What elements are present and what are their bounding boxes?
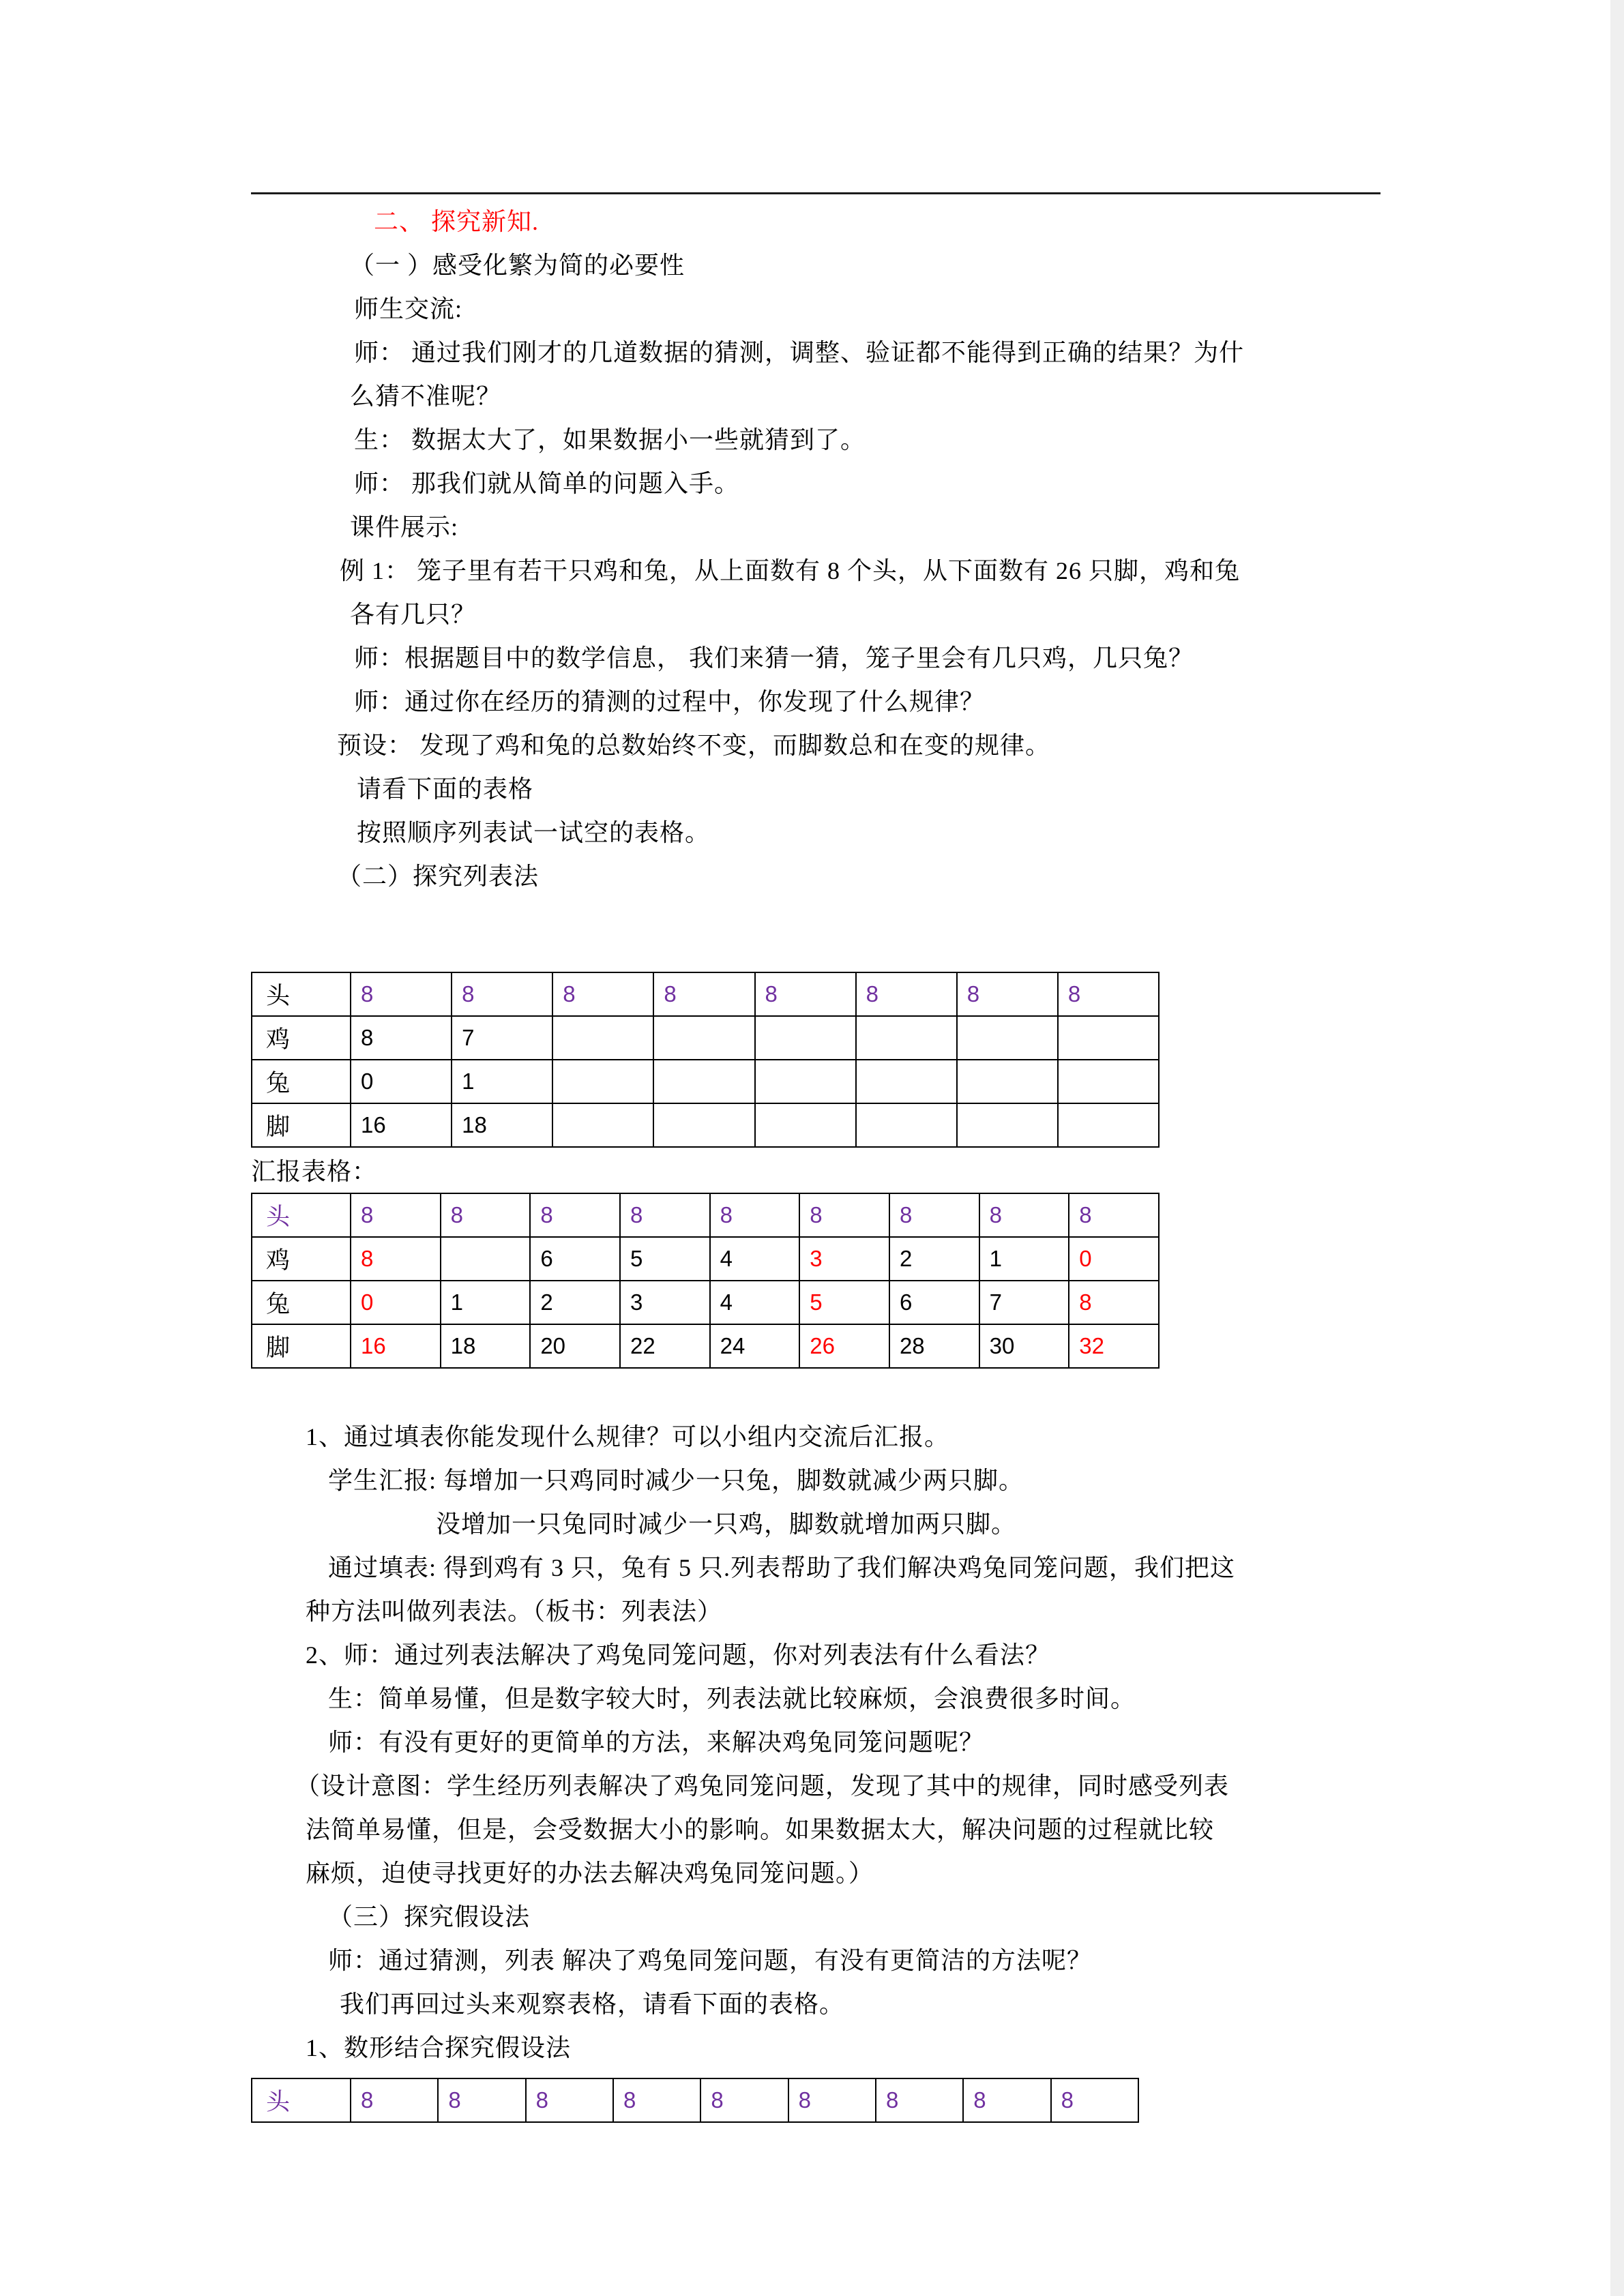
table-cell <box>957 1016 1058 1060</box>
table-row <box>252 1281 1159 1324</box>
table-cell: 6 <box>889 1281 979 1324</box>
table-cell: 22 <box>620 1324 710 1368</box>
table-cell: 8 <box>438 2078 525 2122</box>
table-cell: 8 <box>755 972 856 1016</box>
report-table <box>251 1193 1160 1369</box>
table-cell: 24 <box>710 1324 800 1368</box>
page-right-edge <box>1610 0 1624 2296</box>
lesson-dialogue-block <box>251 243 1411 898</box>
table-cell <box>552 1016 653 1060</box>
table-cell: 5 <box>799 1281 889 1324</box>
table-cell: 28 <box>889 1324 979 1368</box>
table-cell: 8 <box>876 2078 963 2122</box>
text-line: 预设： 发现了鸡和兔的总数始终不变，而脚数总和在变的规律。 <box>337 732 1051 759</box>
text-line: 请看下面的表格 <box>357 775 534 803</box>
discussion-block <box>251 1415 1411 2070</box>
table-cell: 1 <box>441 1281 531 1324</box>
text-line: 通过填表: 得到鸡有 3 只，兔有 5 只.列表帮助了我们解决鸡兔同笼问题，我们把这 <box>328 1554 1236 1581</box>
table-cell: 8 <box>613 2078 700 2122</box>
text-line: 例 1： 笼子里有若干只鸡和兔，从上面数有 8 个头，从下面数有 26 只脚，鸡和兔 <box>340 557 1241 584</box>
table-cell <box>653 1016 754 1060</box>
table-cell: 8 <box>957 972 1058 1016</box>
table-cell <box>856 1103 957 1147</box>
table-cell: 3 <box>799 1237 889 1281</box>
table-cell: 16 <box>351 1324 441 1368</box>
table-cell <box>552 1103 653 1147</box>
table-cell: 8 <box>1058 972 1159 1016</box>
section-heading: 二、 探究新知. <box>374 208 540 235</box>
table-cell <box>957 1103 1058 1147</box>
table-cell: 1 <box>452 1060 552 1103</box>
table-cell: 8 <box>620 1193 710 1237</box>
table-cell: 16 <box>351 1103 452 1147</box>
table-cell: 8 <box>653 972 754 1016</box>
table-cell: 30 <box>979 1324 1069 1368</box>
table-row <box>252 1237 1159 1281</box>
text-line: 师生交流: <box>354 295 463 323</box>
table-cell: 8 <box>889 1193 979 1237</box>
table-cell: 8 <box>1069 1193 1159 1237</box>
table-row <box>252 1103 1159 1147</box>
text-line: 师：有没有更好的更简单的方法，来解决鸡兔同笼问题呢？ <box>328 1729 985 1756</box>
table-cell <box>1058 1060 1159 1103</box>
text-line: 麻烦，迫使寻找更好的办法去解决鸡兔同笼问题。） <box>306 1860 874 1887</box>
table-cell: 8 <box>856 972 957 1016</box>
row-label: 脚 <box>252 1324 351 1368</box>
report-table-label: 汇报表格： <box>251 1158 378 1185</box>
table-cell: 8 <box>788 2078 876 2122</box>
table-cell: 18 <box>441 1324 531 1368</box>
text-line: 1、数形结合探究假设法 <box>306 2034 572 2061</box>
table-row <box>252 1016 1159 1060</box>
table-cell: 8 <box>351 1016 452 1060</box>
text-line: 学生汇报: 每增加一只鸡同时减少一只兔，脚数就减少两只脚。 <box>328 1467 1024 1494</box>
table-cell: 6 <box>530 1237 620 1281</box>
table-cell: 0 <box>351 1060 452 1103</box>
table-cell: 3 <box>620 1281 710 1324</box>
row-label: 兔 <box>252 1281 351 1324</box>
table-cell: 8 <box>530 1193 620 1237</box>
table-cell: 8 <box>351 2078 438 2122</box>
table-cell: 4 <box>710 1237 800 1281</box>
table-cell: 8 <box>979 1193 1069 1237</box>
table-cell: 8 <box>552 972 653 1016</box>
table-cell <box>441 1237 531 1281</box>
text-line: 师：通过你在经历的猜测的过程中，你发现了什么规律？ <box>354 688 986 715</box>
text-line: （三）探究假设法 <box>328 1903 531 1930</box>
table-cell: 8 <box>351 1193 441 1237</box>
table-cell: 8 <box>700 2078 788 2122</box>
table-cell: 8 <box>452 972 552 1016</box>
table-cell <box>653 1060 754 1103</box>
text-line: 生： 数据太大了，如果数据小一些就猜到了。 <box>354 426 866 453</box>
table-cell: 32 <box>1069 1324 1159 1368</box>
text-line: 师： 那我们就从简单的问题入手。 <box>354 470 740 497</box>
table-cell: 0 <box>1069 1237 1159 1281</box>
table-cell <box>755 1016 856 1060</box>
text-line: （二）探究列表法 <box>337 863 540 890</box>
row-label: 鸡 <box>252 1237 351 1281</box>
table-cell <box>653 1103 754 1147</box>
text-line: 师：通过猜测，列表 解决了鸡兔同笼问题，有没有更简洁的方法呢？ <box>328 1947 1093 1974</box>
table-cell: 8 <box>1051 2078 1138 2122</box>
table-cell: 1 <box>979 1237 1069 1281</box>
table-cell <box>552 1060 653 1103</box>
table-cell: 7 <box>979 1281 1069 1324</box>
document-content <box>251 0 1411 2123</box>
table-cell: 18 <box>452 1103 552 1147</box>
row-label: 脚 <box>252 1103 351 1147</box>
text-line: 师：根据题目中的数学信息， 我们来猜一猜，笼子里会有几只鸡，几只兔？ <box>354 644 1194 672</box>
row-label: 鸡 <box>252 1016 351 1060</box>
text-line: 各有几只？ <box>350 601 477 628</box>
table-cell: 2 <box>530 1281 620 1324</box>
text-line: 没增加一只兔同时减少一只鸡，脚数就增加两只脚。 <box>436 1510 1017 1538</box>
table-cell: 8 <box>799 1193 889 1237</box>
row-label: 头 <box>252 2078 351 2122</box>
row-label: 兔 <box>252 1060 351 1103</box>
table-cell: 20 <box>530 1324 620 1368</box>
text-line: 我们再回过头来观察表格，请看下面的表格。 <box>340 1991 845 2018</box>
row-label: 头 <box>252 972 351 1016</box>
blank-practice-table <box>251 972 1160 1148</box>
table-cell: 8 <box>526 2078 613 2122</box>
table-row <box>252 1060 1159 1103</box>
assumption-table <box>251 2078 1139 2123</box>
table-cell: 2 <box>889 1237 979 1281</box>
table-cell: 7 <box>452 1016 552 1060</box>
table-cell: 8 <box>963 2078 1050 2122</box>
table-row <box>252 2078 1138 2122</box>
text-line: 种方法叫做列表法。（板书：列表法） <box>306 1598 723 1625</box>
text-line: （设计意图：学生经历列表解决了鸡兔同笼问题，发现了其中的规律，同时感受列表 <box>295 1772 1230 1800</box>
header-divider-line <box>251 192 1381 194</box>
text-line: 1、通过填表你能发现什么规律？可以小组内交流后汇报。 <box>306 1423 950 1450</box>
table-cell: 4 <box>710 1281 800 1324</box>
table-cell: 8 <box>441 1193 531 1237</box>
row-label: 头 <box>252 1193 351 1237</box>
text-line: 按照顺序列表试一试空的表格。 <box>357 819 711 846</box>
table-cell: 5 <box>620 1237 710 1281</box>
table-cell: 0 <box>351 1281 441 1324</box>
text-line: 生：简单易懂，但是数字较大时，列表法就比较麻烦，会浪费很多时间。 <box>328 1685 1136 1712</box>
table-cell <box>1058 1103 1159 1147</box>
table-row <box>252 1193 1159 1237</box>
table-cell: 8 <box>710 1193 800 1237</box>
table-cell <box>1058 1016 1159 1060</box>
table-cell <box>856 1016 957 1060</box>
text-line: 师： 通过我们刚才的几道数据的猜测，调整、验证都不能得到正确的结果？为什 <box>354 339 1245 366</box>
table-cell <box>856 1060 957 1103</box>
table-cell: 26 <box>799 1324 889 1368</box>
text-line: 2、师：通过列表法解决了鸡兔同笼问题，你对列表法有什么看法？ <box>306 1641 1051 1669</box>
text-line: 么猜不准呢？ <box>350 383 502 410</box>
table-cell <box>957 1060 1058 1103</box>
text-line: 课件展示: <box>350 513 459 541</box>
table-cell <box>755 1060 856 1103</box>
table-cell <box>755 1103 856 1147</box>
table-cell: 8 <box>1069 1281 1159 1324</box>
table-cell: 8 <box>351 972 452 1016</box>
text-line: 法简单易懂，但是，会受数据大小的影响。如果数据太大，解决问题的过程就比较 <box>306 1816 1215 1843</box>
text-line: （一 ）感受化繁为简的必要性 <box>350 252 685 279</box>
table-row <box>252 972 1159 1016</box>
table-cell: 8 <box>351 1237 441 1281</box>
table-row <box>252 1324 1159 1368</box>
